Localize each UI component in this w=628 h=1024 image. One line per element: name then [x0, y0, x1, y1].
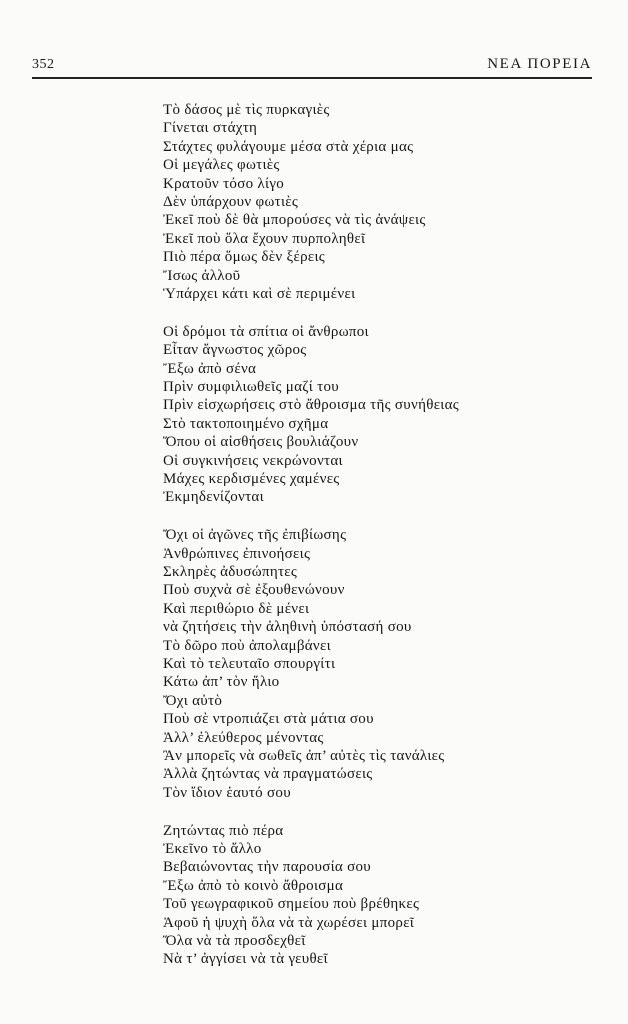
- poem-line: Πρὶν εἰσχωρήσεις στὸ ἄθροισμα τῆς συνήθειας: [163, 397, 460, 414]
- poem-line: Κάτω ἀπ’ τὸν ἥλιο: [163, 674, 280, 691]
- poem-line: Ὑπάρχει κάτι καὶ σὲ περιμένει: [163, 285, 356, 302]
- poem-line: Νὰ τ’ ἀγγίσει νὰ τὰ γευθεῖ: [163, 951, 328, 968]
- poem-line: Καὶ τὸ τελευταῖο σπουργίτι: [163, 655, 336, 672]
- stanza: [163, 101, 583, 303]
- poem-line: Καὶ περιθώριο δὲ μένει: [163, 600, 310, 617]
- poem-line: Πιὸ πέρα ὅμως δὲν ξέρεις: [163, 249, 326, 266]
- poem-line: Ἀλλ’ ἐλεύθερος μένοντας: [163, 729, 324, 746]
- poem-line: Βεβαιώνοντας τὴν παρουσία σου: [163, 859, 372, 876]
- poem-line: Τὸ δῶρο ποὺ ἀπολαμβάνει: [163, 637, 331, 654]
- journal-title: ΝΕΑ ΠΟΡΕΙΑ: [487, 56, 592, 72]
- stanza: [163, 526, 583, 802]
- stanza: [163, 323, 583, 507]
- poem-line: Οἱ συγκινήσεις νεκρώνονται: [163, 452, 343, 469]
- header-rule: [32, 77, 592, 79]
- poem-line: Ἐκμηδενίζονται: [163, 489, 264, 506]
- poem-line: Ἔξω ἀπὸ σένα: [163, 360, 257, 377]
- poem-line: Εἶταν ἄγνωστος χῶρος: [163, 342, 307, 359]
- poem-line: Στάχτες φυλάγουμε μέσα στὰ χέρια μας: [163, 138, 414, 155]
- poem-line: Ὄχι οἱ ἀγῶνες τῆς ἐπιβίωσης: [163, 527, 347, 544]
- poem-line: Ἔξω ἀπὸ τὸ κοινὸ ἄθροισμα: [163, 877, 344, 894]
- poem-line: Ἀνθρώπινες ἐπινοήσεις: [163, 545, 311, 562]
- stanza: [163, 822, 583, 969]
- poem-line: Ἐκεῖ ποὺ ὅλα ἔχουν πυρποληθεῖ: [163, 230, 366, 247]
- poem-line: Σκληρὲς ἀδυσώπητες: [163, 563, 298, 580]
- poem-line: νὰ ζητήσεις τὴν ἀληθινὴ ὑπόστασή σου: [163, 619, 412, 636]
- poem-line: Ποὺ σὲ ντροπιάζει στὰ μάτια σου: [163, 711, 374, 728]
- poem-line: Δὲν ὑπάρχουν φωτιὲς: [163, 193, 299, 210]
- poem-line: Γίνεται στάχτη: [163, 120, 258, 137]
- poem-line: Οἱ μεγάλες φωτιὲς: [163, 157, 280, 174]
- poem-line: Ὄχι αὐτὸ: [163, 692, 223, 709]
- poem-line: Οἱ δρόμοι τὰ σπίτια οἱ ἄνθρωποι: [163, 323, 369, 340]
- poem-line: Ἀλλὰ ζητώντας νὰ πραγματώσεις: [163, 766, 373, 783]
- poem-line: Ποὺ συχνὰ σὲ ἐξουθενώνουν: [163, 582, 345, 599]
- poem-line: Τὸ δάσος μὲ τὶς πυρκαγιὲς: [163, 102, 330, 118]
- page-number: 352: [32, 57, 55, 72]
- poem-line: Κρατοῦν τόσο λίγο: [163, 175, 285, 192]
- poem-line: Ἴσως ἀλλοῦ: [163, 267, 241, 284]
- poem-line: Ζητώντας πιὸ πέρα: [163, 822, 284, 839]
- poem: [163, 101, 583, 988]
- poem-line: Μάχες κερδισμένες χαμένες: [163, 470, 340, 487]
- poem-line: Τοῦ γεωγραφικοῦ σημείου ποὺ βρέθηκες: [163, 896, 420, 913]
- running-header: [32, 53, 592, 73]
- poem-line: Ἀφοῦ ἡ ψυχὴ ὅλα νὰ τὰ χωρέσει μπορεῖ: [163, 914, 415, 931]
- poem-line: Ὅπου οἱ αἰσθήσεις βουλιάζουν: [163, 434, 359, 451]
- poem-line: Τὸν ἴδιον ἑαυτό σου: [163, 784, 291, 801]
- poem-line: Στὸ τακτοποιημένο σχῆμα: [163, 415, 329, 432]
- poem-line: Ὅλα νὰ τὰ προσδεχθεῖ: [163, 932, 306, 949]
- poem-line: Ἐκεῖνο τὸ ἄλλο: [163, 840, 262, 857]
- poem-line: Πρὶν συμφιλιωθεῖς μαζί του: [163, 378, 339, 395]
- poem-line: Ἂν μπορεῖς νὰ σωθεῖς ἀπ’ αὐτὲς τὶς τανάλιες: [163, 747, 445, 764]
- poem-line: Ἐκεῖ ποὺ δὲ θὰ μπορούσες νὰ τὶς ἀνάψεις: [163, 212, 426, 229]
